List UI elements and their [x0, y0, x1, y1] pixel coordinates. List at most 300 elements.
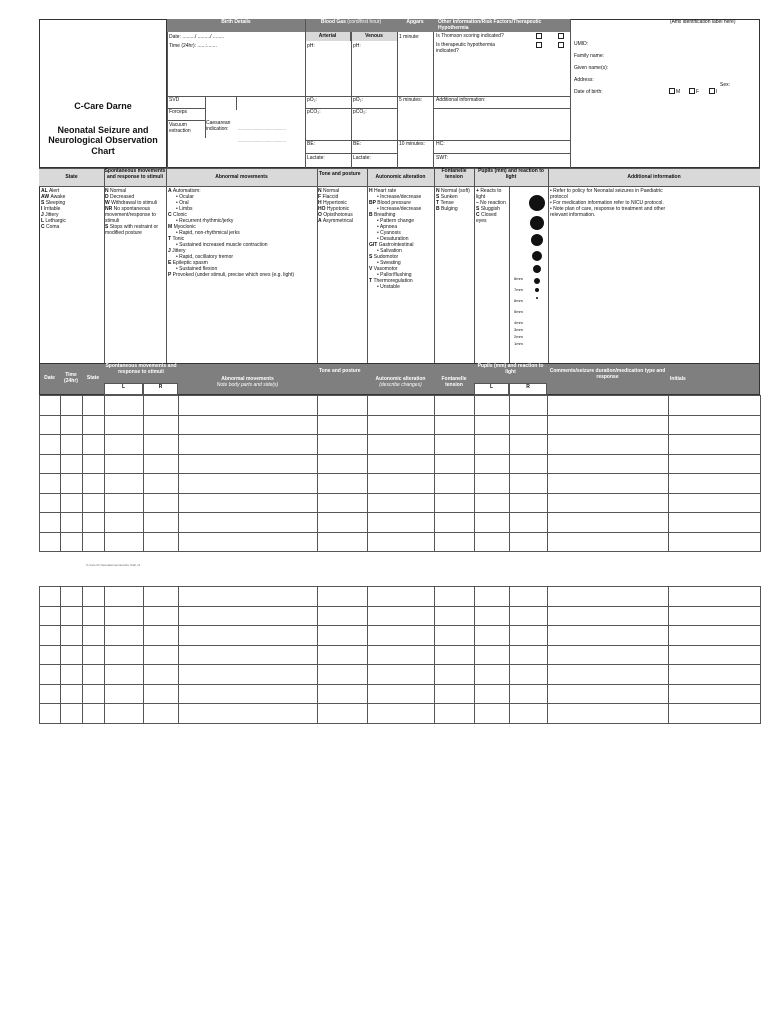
ph-arterial[interactable]: pH:: [307, 43, 315, 49]
pupil-dot-7mm: [530, 216, 544, 230]
obs-cell-initials[interactable]: [669, 493, 761, 513]
obs-cell-spont_l[interactable]: [105, 626, 144, 646]
obs-cell-time[interactable]: [61, 626, 83, 646]
obs-cell-comments[interactable]: [548, 704, 669, 724]
obs-cell-tone[interactable]: [318, 396, 368, 416]
obs-cell-spont_l[interactable]: [105, 684, 144, 704]
obs-cell-fontanelle[interactable]: [435, 645, 475, 665]
state-legend-text: Sleeping: [45, 200, 66, 206]
pco2-venous[interactable]: pCO₂:: [353, 109, 367, 115]
obs-cell-pupil_r[interactable]: [510, 606, 548, 626]
obs-cell-pupil_l[interactable]: [475, 645, 510, 665]
title-block: [39, 19, 167, 168]
obs-cell-time[interactable]: [61, 684, 83, 704]
obs-cell-comments[interactable]: [548, 493, 669, 513]
fontanelle-legend-item: [436, 206, 473, 212]
obs-cell-autonomic[interactable]: [368, 474, 435, 494]
obs-cell-initials[interactable]: [669, 704, 761, 724]
state-legend-text: Alert: [48, 188, 60, 194]
obs-cell-tone[interactable]: [318, 474, 368, 494]
abnormal-legend-code: C: [168, 212, 173, 218]
obs-cell-fontanelle[interactable]: [435, 626, 475, 646]
obs-cell-fontanelle[interactable]: [435, 606, 475, 626]
obs-tone-header: Tone and posture: [319, 368, 361, 374]
address-label[interactable]: Address:: [574, 77, 594, 83]
tone-legend-code: O: [318, 212, 324, 218]
obs-cell-state[interactable]: [83, 645, 105, 665]
obs-cell-spont_r[interactable]: [144, 415, 179, 435]
obs-cell-autonomic[interactable]: [368, 493, 435, 513]
obs-cell-state[interactable]: [83, 532, 105, 552]
obs-cell-state[interactable]: [83, 665, 105, 685]
obs-cell-initials[interactable]: [669, 665, 761, 685]
autonomic-legend-text: • Unstable: [377, 284, 400, 290]
autonomic-legend-item: [369, 284, 433, 290]
obs-cell-spont_r[interactable]: [144, 493, 179, 513]
obs-cell-spont_l[interactable]: [105, 665, 144, 685]
obs-cell-spont_l[interactable]: [105, 454, 144, 474]
spontaneous-legend-text: Decreased: [110, 194, 135, 200]
obs-cell-time[interactable]: [61, 454, 83, 474]
obs-cell-fontanelle[interactable]: [435, 493, 475, 513]
obs-cell-abnormal[interactable]: [179, 626, 318, 646]
obs-cell-spont_r[interactable]: [144, 606, 179, 626]
spontaneous-legend: [105, 188, 165, 236]
obs-cell-time[interactable]: [61, 587, 83, 607]
obs-cell-date[interactable]: [40, 704, 61, 724]
obs-cell-fontanelle[interactable]: [435, 704, 475, 724]
obs-cell-time[interactable]: [61, 532, 83, 552]
autonomic-legend-code: B: [369, 212, 374, 218]
obs-cell-comments[interactable]: [548, 645, 669, 665]
obs-cell-tone[interactable]: [318, 513, 368, 533]
birth-date[interactable]: Date: ........./ ........./ ........: [169, 34, 225, 40]
state-legend-code: J: [41, 212, 46, 218]
obs-cell-tone[interactable]: [318, 435, 368, 455]
obs-cell-autonomic[interactable]: [368, 704, 435, 724]
obs-cell-comments[interactable]: [548, 626, 669, 646]
caesarean-label[interactable]: Caesarean indication:: [206, 120, 231, 132]
obs-cell-spont_r[interactable]: [144, 626, 179, 646]
obs-cell-pupil_l[interactable]: [475, 704, 510, 724]
obs-cell-state[interactable]: [83, 435, 105, 455]
obs-cell-autonomic[interactable]: [368, 626, 435, 646]
be-arterial[interactable]: BE:: [307, 141, 316, 147]
obs-cell-fontanelle[interactable]: [435, 474, 475, 494]
obs-cell-initials[interactable]: [669, 645, 761, 665]
obs-cell-date[interactable]: [40, 532, 61, 552]
obs-cell-tone[interactable]: [318, 684, 368, 704]
obs-cell-time[interactable]: [61, 415, 83, 435]
obs-cell-pupil_l[interactable]: [475, 532, 510, 552]
sex-i-checkbox[interactable]: [709, 88, 718, 95]
tone-legend-item: [318, 218, 366, 224]
obs-cell-comments[interactable]: [548, 587, 669, 607]
obs-cell-abnormal[interactable]: [179, 415, 318, 435]
obs-cell-pupil_l[interactable]: [475, 587, 510, 607]
obs-cell-fontanelle[interactable]: [435, 435, 475, 455]
obs-cell-abnormal[interactable]: [179, 704, 318, 724]
autonomic-legend-code: V: [369, 266, 374, 272]
obs-cell-spont_r[interactable]: [144, 474, 179, 494]
lactate-arterial[interactable]: Lactate:: [307, 155, 325, 161]
obs-cell-comments[interactable]: [548, 415, 669, 435]
obs-cell-state[interactable]: [83, 704, 105, 724]
obs-cell-state[interactable]: [83, 493, 105, 513]
obs-cell-comments[interactable]: [548, 532, 669, 552]
obs-cell-comments[interactable]: [548, 513, 669, 533]
obs-cell-tone[interactable]: [318, 665, 368, 685]
obs-cell-spont_l[interactable]: [105, 606, 144, 626]
obs-cell-spont_l[interactable]: [105, 396, 144, 416]
abnormal-legend-text: Tonic: [172, 236, 185, 242]
obs-cell-initials[interactable]: [669, 474, 761, 494]
obs-cell-pupil_r[interactable]: [510, 704, 548, 724]
obs-cell-comments[interactable]: [548, 435, 669, 455]
obs-cell-date[interactable]: [40, 606, 61, 626]
obs-cell-initials[interactable]: [669, 626, 761, 646]
obs-cell-spont_r[interactable]: [144, 396, 179, 416]
obs-cell-comments[interactable]: [548, 454, 669, 474]
obs-cell-spont_l[interactable]: [105, 704, 144, 724]
obs-cell-abnormal[interactable]: [179, 513, 318, 533]
obs-cell-tone[interactable]: [318, 532, 368, 552]
obs-cell-abnormal[interactable]: [179, 396, 318, 416]
hc-label[interactable]: HC:: [436, 141, 445, 147]
obs-cell-pupil_r[interactable]: [510, 665, 548, 685]
obs-cell-initials[interactable]: [669, 454, 761, 474]
apgar-10min[interactable]: 10 minutes:: [399, 141, 425, 147]
forceps-label[interactable]: Forceps: [169, 109, 188, 115]
obs-cell-autonomic[interactable]: [368, 532, 435, 552]
tone-legend: [318, 188, 366, 224]
hypothermia-yes-checkbox[interactable]: [536, 42, 542, 48]
obs-cell-autonomic[interactable]: [368, 435, 435, 455]
family-name-label[interactable]: Family name:: [574, 53, 605, 59]
obs-cell-fontanelle[interactable]: [435, 513, 475, 533]
autonomic-legend-text: Sudomotor: [373, 254, 399, 260]
obs-cell-initials[interactable]: [669, 684, 761, 704]
obs-cell-pupil_r[interactable]: [510, 435, 548, 455]
sex-label: Sex:: [720, 82, 731, 88]
obs-cell-spont_l[interactable]: [105, 532, 144, 552]
obs-cell-autonomic[interactable]: [368, 513, 435, 533]
autonomic-legend-code: BP: [369, 200, 378, 206]
obs-cell-spont_r[interactable]: [144, 513, 179, 533]
pupil-legend-text: No reaction: [480, 200, 506, 206]
tone-legend-text: Flaccid: [322, 194, 339, 200]
sex-m-checkbox[interactable]: [669, 88, 675, 94]
obs-cell-spont_r[interactable]: [144, 532, 179, 552]
obs-cell-autonomic[interactable]: [368, 684, 435, 704]
sex-f-checkbox[interactable]: [689, 88, 695, 94]
be-venous[interactable]: BE:: [353, 141, 362, 147]
obs-cell-pupil_l[interactable]: [475, 493, 510, 513]
obs-cell-comments[interactable]: [548, 474, 669, 494]
table-row: [40, 606, 761, 626]
tone-legend-text: Asymmetrical: [322, 218, 353, 224]
po2-arterial[interactable]: pO₂:: [307, 97, 317, 103]
state-legend-code: S: [41, 200, 46, 206]
obs-cell-autonomic[interactable]: [368, 606, 435, 626]
obs-spont-left-header: L: [104, 383, 143, 395]
obs-cell-spont_r[interactable]: [144, 435, 179, 455]
obs-cell-autonomic[interactable]: [368, 587, 435, 607]
svd-label[interactable]: SVD: [169, 97, 180, 103]
obs-cell-autonomic[interactable]: [368, 665, 435, 685]
obs-cell-initials[interactable]: [669, 587, 761, 607]
obs-pupil-left-header: L: [474, 383, 509, 395]
vacuum-label[interactable]: Vacuum extraction: [169, 122, 191, 134]
obs-cell-spont_l[interactable]: [105, 513, 144, 533]
obs-cell-abnormal[interactable]: [179, 454, 318, 474]
obs-cell-tone[interactable]: [318, 704, 368, 724]
obs-cell-abnormal[interactable]: [179, 684, 318, 704]
obs-cell-abnormal[interactable]: [179, 474, 318, 494]
obs-cell-pupil_l[interactable]: [475, 626, 510, 646]
obs-cell-tone[interactable]: [318, 606, 368, 626]
obs-cell-state[interactable]: [83, 684, 105, 704]
table-row: [40, 684, 761, 704]
dob-label[interactable]: Date of birth:: [574, 89, 603, 95]
obs-cell-spont_r[interactable]: [144, 704, 179, 724]
obs-cell-pupil_r[interactable]: [510, 532, 548, 552]
abnormal-legend-item: [168, 272, 316, 278]
pco2-arterial[interactable]: pCO₂:: [307, 109, 321, 115]
lactate-venous[interactable]: Lactate:: [353, 155, 371, 161]
obs-cell-date[interactable]: [40, 513, 61, 533]
table-row: [40, 435, 761, 455]
obs-cell-time[interactable]: [61, 474, 83, 494]
table-row: [40, 645, 761, 665]
obs-cell-state[interactable]: [83, 454, 105, 474]
birth-time[interactable]: Time (24hr): ......:.......: [169, 43, 217, 49]
obs-cell-comments[interactable]: [548, 606, 669, 626]
obs-cell-tone[interactable]: [318, 454, 368, 474]
state-legend-text: Lethargic: [45, 218, 66, 224]
obs-cell-date[interactable]: [40, 665, 61, 685]
arterial-header: Arterial: [305, 32, 351, 41]
caesarean-dots-2: ...........................................: [238, 138, 286, 143]
obs-cell-fontanelle[interactable]: [435, 396, 475, 416]
obs-cell-time[interactable]: [61, 606, 83, 626]
abnormal-legend-code: J: [168, 248, 173, 254]
obs-cell-comments[interactable]: [548, 396, 669, 416]
obs-date-header: Date: [44, 375, 55, 381]
obs-cell-tone[interactable]: [318, 645, 368, 665]
obs-cell-pupil_r[interactable]: [510, 587, 548, 607]
blood-gas-title: Blood Gas: [320, 19, 346, 25]
obs-cell-spont_r[interactable]: [144, 587, 179, 607]
obs-cell-spont_l[interactable]: [105, 435, 144, 455]
obs-cell-date[interactable]: [40, 396, 61, 416]
obs-cell-spont_l[interactable]: [105, 645, 144, 665]
additional-legend: [550, 188, 675, 218]
obs-cell-autonomic[interactable]: [368, 645, 435, 665]
obs-cell-abnormal[interactable]: [179, 493, 318, 513]
spontaneous-legend-item: [105, 206, 165, 224]
tone-legend-code: N: [318, 188, 323, 194]
autonomic-legend-text: • Increase/decrease: [377, 206, 422, 212]
obs-cell-time[interactable]: [61, 513, 83, 533]
obs-cell-fontanelle[interactable]: [435, 684, 475, 704]
obs-cell-state[interactable]: [83, 474, 105, 494]
obs-cell-autonomic[interactable]: [368, 415, 435, 435]
obs-cell-pupil_l[interactable]: [475, 474, 510, 494]
obs-cell-pupil_r[interactable]: [510, 454, 548, 474]
obs-cell-state[interactable]: [83, 587, 105, 607]
obs-cell-abnormal[interactable]: [179, 435, 318, 455]
apgar-5min[interactable]: 5 minutes:: [399, 97, 423, 103]
additional-info-label[interactable]: Additional information:: [436, 97, 486, 103]
hypothermia-no-checkbox[interactable]: [558, 42, 564, 48]
obs-cell-pupil_r[interactable]: [510, 396, 548, 416]
obs-cell-spont_l[interactable]: [105, 415, 144, 435]
spontaneous-legend-code: NR: [105, 206, 114, 212]
obs-cell-initials[interactable]: [669, 415, 761, 435]
obs-cell-pupil_r[interactable]: [510, 645, 548, 665]
obs-cell-time[interactable]: [61, 396, 83, 416]
obs-cell-pupil_r[interactable]: [510, 474, 548, 494]
obs-cell-pupil_r[interactable]: [510, 626, 548, 646]
obs-cell-tone[interactable]: [318, 626, 368, 646]
blood-gas-header: [305, 19, 397, 32]
table-row: [40, 587, 761, 607]
abnormal-legend-text: • Oral: [176, 200, 189, 206]
obs-cell-state[interactable]: [83, 513, 105, 533]
obs-cell-pupil_r[interactable]: [510, 415, 548, 435]
obs-cell-initials[interactable]: [669, 435, 761, 455]
obs-cell-date[interactable]: [40, 415, 61, 435]
obs-cell-fontanelle[interactable]: [435, 532, 475, 552]
apgar-1min[interactable]: 1 minute:: [399, 34, 420, 40]
obs-cell-spont_r[interactable]: [144, 454, 179, 474]
hypothermia-question: Is therapeutic hypothermia indicated?: [436, 42, 495, 54]
obs-cell-comments[interactable]: [548, 684, 669, 704]
table-row: [40, 474, 761, 494]
obs-cell-date[interactable]: [40, 454, 61, 474]
obs-cell-state[interactable]: [83, 606, 105, 626]
legend-additional-header: Additional information: [627, 174, 681, 180]
obs-cell-pupil_l[interactable]: [475, 606, 510, 626]
obs-cell-pupil_l[interactable]: [475, 454, 510, 474]
autonomic-legend-text: • Pattern change: [377, 218, 415, 224]
obs-cell-pupil_l[interactable]: [475, 684, 510, 704]
obs-cell-time[interactable]: [61, 704, 83, 724]
obs-cell-spont_l[interactable]: [105, 587, 144, 607]
observation-table-2: [39, 586, 761, 724]
obs-cell-time[interactable]: [61, 493, 83, 513]
obs-cell-date[interactable]: [40, 626, 61, 646]
obs-cell-pupil_r[interactable]: [510, 684, 548, 704]
obs-initials-header: Initials: [670, 376, 686, 382]
table-row: [40, 513, 761, 533]
obs-cell-spont_l[interactable]: [105, 474, 144, 494]
ph-venous[interactable]: pH:: [353, 43, 361, 49]
obs-cell-pupil_l[interactable]: [475, 435, 510, 455]
obs-cell-date[interactable]: [40, 645, 61, 665]
obs-cell-fontanelle[interactable]: [435, 587, 475, 607]
obs-cell-time[interactable]: [61, 645, 83, 665]
state-legend-text: Awake: [50, 194, 66, 200]
obs-cell-fontanelle[interactable]: [435, 415, 475, 435]
obs-cell-initials[interactable]: [669, 606, 761, 626]
pupil-size-label: 8mm: [514, 276, 523, 281]
tone-legend-code: F: [318, 194, 323, 200]
obs-cell-initials[interactable]: [669, 513, 761, 533]
obs-cell-abnormal[interactable]: [179, 665, 318, 685]
thomson-no-checkbox[interactable]: [558, 33, 564, 39]
obs-cell-date[interactable]: [40, 435, 61, 455]
obs-cell-spont_r[interactable]: [144, 684, 179, 704]
obs-cell-fontanelle[interactable]: [435, 665, 475, 685]
fontanelle-legend-code: T: [436, 200, 441, 206]
obs-cell-abnormal[interactable]: [179, 606, 318, 626]
obs-cell-state[interactable]: [83, 396, 105, 416]
swt-label[interactable]: SWT:: [436, 155, 448, 161]
obs-cell-initials[interactable]: [669, 532, 761, 552]
table-row: [40, 665, 761, 685]
spontaneous-legend-text: Stops with restraint or modified posture: [105, 224, 159, 236]
obs-cell-pupil_r[interactable]: [510, 493, 548, 513]
obs-cell-date[interactable]: [40, 684, 61, 704]
obs-cell-pupil_l[interactable]: [475, 415, 510, 435]
obs-cell-pupil_l[interactable]: [475, 513, 510, 533]
obs-cell-initials[interactable]: [669, 396, 761, 416]
spontaneous-legend-item: [105, 224, 165, 236]
obs-cell-autonomic[interactable]: [368, 454, 435, 474]
pupil-dot-5mm: [532, 251, 542, 261]
obs-cell-spont_l[interactable]: [105, 493, 144, 513]
obs-cell-comments[interactable]: [548, 665, 669, 685]
state-legend-code: I: [41, 206, 44, 212]
obs-cell-pupil_l[interactable]: [475, 665, 510, 685]
autonomic-legend-text: • Apnoea: [377, 224, 398, 230]
obs-cell-time[interactable]: [61, 435, 83, 455]
pupil-legend-code: C: [476, 212, 481, 218]
obs-cell-spont_r[interactable]: [144, 645, 179, 665]
tone-legend-text: Opisthotonus: [323, 212, 353, 218]
obs-cell-fontanelle[interactable]: [435, 454, 475, 474]
umid-label[interactable]: UMID:: [574, 41, 589, 47]
fontanelle-legend-code: N: [436, 188, 441, 194]
obs-cell-date[interactable]: [40, 587, 61, 607]
spontaneous-legend-text: Normal: [110, 188, 127, 194]
obs-cell-pupil_l[interactable]: [475, 396, 510, 416]
po2-venous[interactable]: pO₂:: [353, 97, 363, 103]
obs-cell-tone[interactable]: [318, 587, 368, 607]
obs-cell-abnormal[interactable]: [179, 645, 318, 665]
legend-tone-header: Tone and posture: [319, 171, 361, 177]
obs-cell-tone[interactable]: [318, 415, 368, 435]
obs-cell-spont_r[interactable]: [144, 665, 179, 685]
obs-cell-date[interactable]: [40, 493, 61, 513]
pupil-legend-code: +: [476, 188, 481, 194]
obs-cell-date[interactable]: [40, 474, 61, 494]
obs-cell-tone[interactable]: [318, 493, 368, 513]
thomson-yes-checkbox[interactable]: [536, 33, 542, 39]
given-names-label[interactable]: Given name(s):: [574, 65, 609, 71]
obs-cell-time[interactable]: [61, 665, 83, 685]
obs-cell-pupil_r[interactable]: [510, 513, 548, 533]
obs-cell-state[interactable]: [83, 415, 105, 435]
birth-details-header: Birth Details: [167, 19, 305, 32]
pupil-dot-2mm: [535, 288, 539, 292]
obs-cell-autonomic[interactable]: [368, 396, 435, 416]
obs-cell-abnormal[interactable]: [179, 587, 318, 607]
obs-cell-abnormal[interactable]: [179, 532, 318, 552]
obs-cell-state[interactable]: [83, 626, 105, 646]
